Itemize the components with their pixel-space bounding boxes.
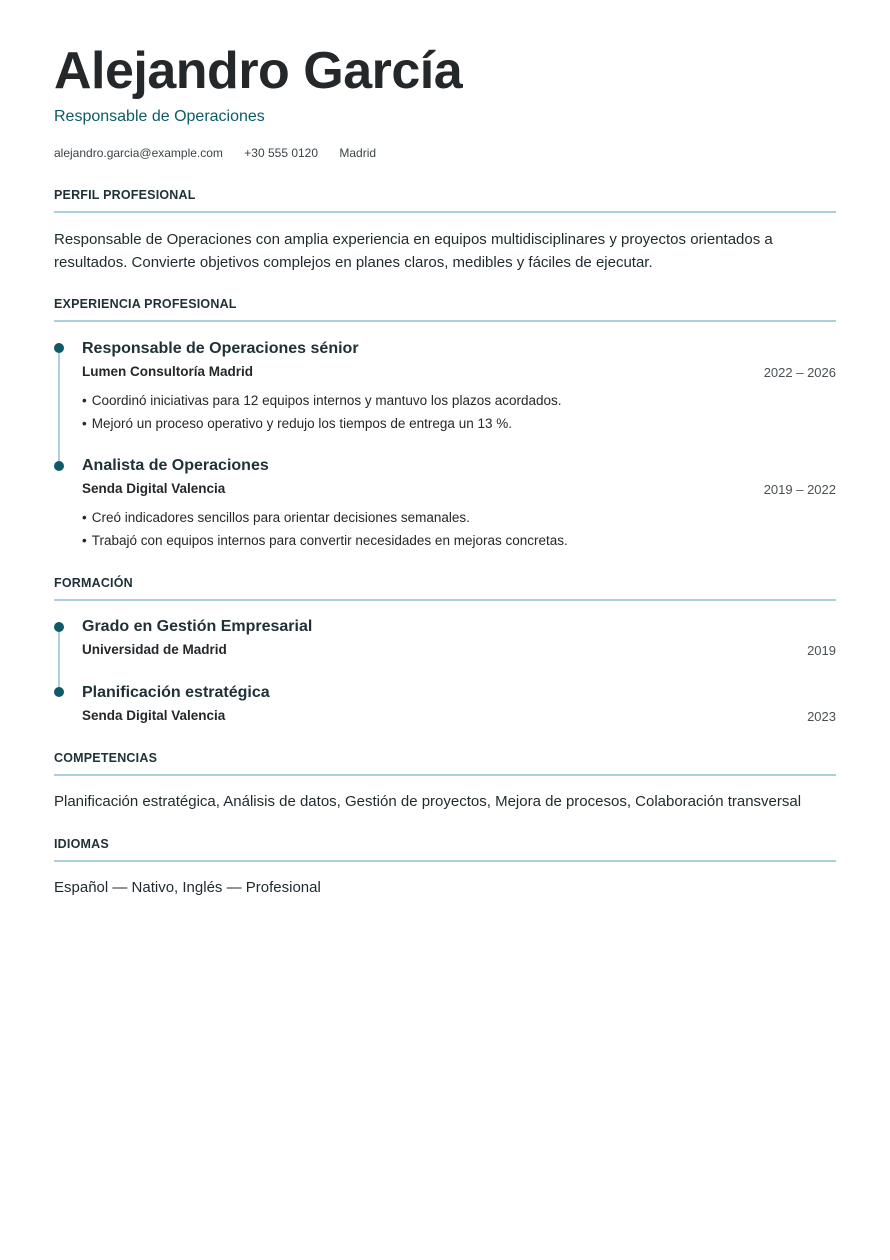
contact-phone[interactable]: +30 555 0120: [244, 146, 319, 160]
education-degree: Planificación estratégica: [82, 684, 270, 701]
job-bullet: • Coordinó iniciativas para 12 equipos internos y mantuvo los plazos acordados.: [82, 393, 562, 408]
education-year: 2023: [807, 709, 836, 724]
timeline-dot: [54, 622, 64, 632]
skills-list: Planificación estratégica, Análisis de datos, Gestión de proyectos, Mejora de procesos, Colaboración transversal: [54, 793, 802, 810]
job-title: Analista de Operaciones: [82, 457, 269, 474]
job-dates: 2019 – 2022: [763, 482, 836, 497]
job-title: Responsable de Operaciones sénior: [82, 340, 359, 357]
languages-list: Español — Nativo, Inglés — Profesional: [54, 879, 321, 896]
education-institution: Universidad de Madrid: [82, 642, 227, 657]
timeline-dot: [54, 687, 64, 697]
education-year: 2019: [807, 643, 836, 658]
profile-summary: Responsable de Operaciones con amplia experiencia en equipos multidisciplinares y proyectos orientados a resultados. Convierte objetivos complejos en planes claros, medibles y fáciles de ejecutar.: [54, 231, 773, 271]
section-divider: [54, 320, 836, 322]
section-divider: [54, 860, 836, 862]
section-heading-education: FORMACIÓN: [54, 576, 133, 590]
candidate-role: Responsable de Operaciones: [54, 108, 265, 125]
contact-email[interactable]: alejandro.garcia@example.com: [54, 146, 223, 160]
timeline-line: [58, 628, 60, 692]
timeline-dot: [54, 343, 64, 353]
section-heading-experience: EXPERIENCIA PROFESIONAL: [54, 297, 237, 311]
section-divider: [54, 774, 836, 776]
section-heading-skills: COMPETENCIAS: [54, 751, 158, 765]
timeline-line: [58, 348, 60, 466]
contact-line: [54, 146, 394, 160]
education-institution: Senda Digital Valencia: [82, 708, 226, 723]
section-heading-profile: PERFIL PROFESIONAL: [54, 188, 196, 202]
candidate-name: Alejandro García: [54, 42, 463, 100]
job-company: Lumen Consultoría Madrid: [82, 364, 254, 379]
section-heading-languages: IDIOMAS: [54, 837, 109, 851]
job-bullet: • Mejoró un proceso operativo y redujo los tiempos de entrega un 13 %.: [82, 416, 512, 431]
job-bullet: • Creó indicadores sencillos para orientar decisiones semanales.: [82, 510, 470, 525]
contact-location: Madrid: [339, 146, 377, 160]
job-company: Senda Digital Valencia: [82, 481, 226, 496]
job-bullet: • Trabajó con equipos internos para convertir necesidades en mejoras concretas.: [82, 533, 568, 548]
job-dates: 2022 – 2026: [763, 365, 836, 380]
section-divider: [54, 211, 836, 213]
section-divider: [54, 599, 836, 601]
education-degree: Grado en Gestión Empresarial: [82, 618, 313, 635]
timeline-dot: [54, 461, 64, 471]
